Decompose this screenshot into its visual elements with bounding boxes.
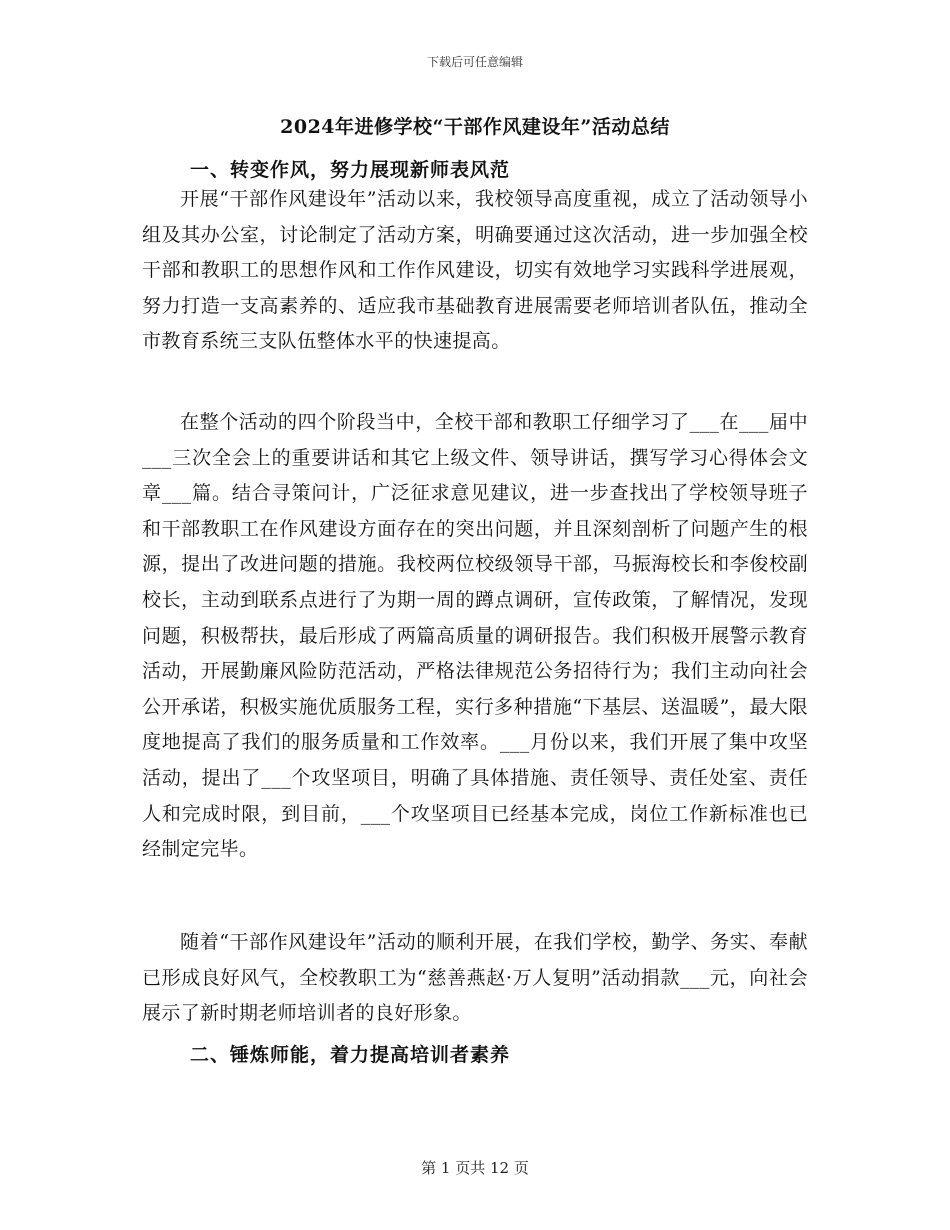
paragraph-3: 随着“干部作风建设年”活动的顺利开展，在我们学校，勤学、务实、奉献已形成良好风气，全校教职工为“慈善燕赵·万人复明”活动捐款___元，向社会展示了新时期老师培训者的良好形象。 xyxy=(142,931,808,1025)
paragraph-2: 在整个活动的四个阶段当中，全校干部和教职工仔细学习了___在___届中___三次全会上的重要讲话和其它上级文件、领导讲话，撰写学习心得体会文章___篇。结合寻策问计，广泛征求意见建议，进一步查找出了学校领导班子和干部教职工在作风建设方面存在的突出问题，并且深刻剖析了问题产生的根源，提出了改进问题的措施。我校两位校级领导干部，马振海校长和李俊校副校长，主动到联系点进行了为期一周的蹲点调研，宣传政策，了解情况，发现问题，积极帮扶，最后形成了两篇高质量的调研报告。我们积极开展警示教育活动，开展勤廉风险防范活动，严格法律规范公务招待行为；我们主动向社会公开承诺，积极实施优质服务工程，实行多种措施“下基层、送温暖”，最大限度地提高了我们的服务质量和工作效率。___月份以来，我们开展了集中攻坚活动，提出了___个攻坚项目，明确了具体措施、责任领导、责任处室、责任人和完成时限，到目前，___个攻坚项目已经基本完成，岗位工作新标准也已经制定完毕。 xyxy=(142,411,808,861)
section-heading-1: 一、转变作风，努力展现新师表风范 xyxy=(190,159,511,181)
page-number-footer: 第 1 页共 12 页 xyxy=(421,1159,529,1177)
header-note: 下载后可任意编辑 xyxy=(426,55,523,69)
document-title: 2024年进修学校“干部作风建设年”活动总结 xyxy=(280,116,670,138)
section-heading-2: 二、锤炼师能，着力提高培训者素养 xyxy=(190,1044,511,1066)
paragraph-1: 开展“干部作风建设年”活动以来，我校领导高度重视，成立了活动领导小组及其办公室，讨论制定了活动方案，明确要通过这次活动，进一步加强全校干部和教职工的思想作风和工作作风建设，切实有效地学习实践科学进展观，努力打造一支高素养的、适应我市基础教育进展需要老师培训者队伍，推动全市教育系统三支队伍整体水平的快速提高。 xyxy=(142,188,808,353)
